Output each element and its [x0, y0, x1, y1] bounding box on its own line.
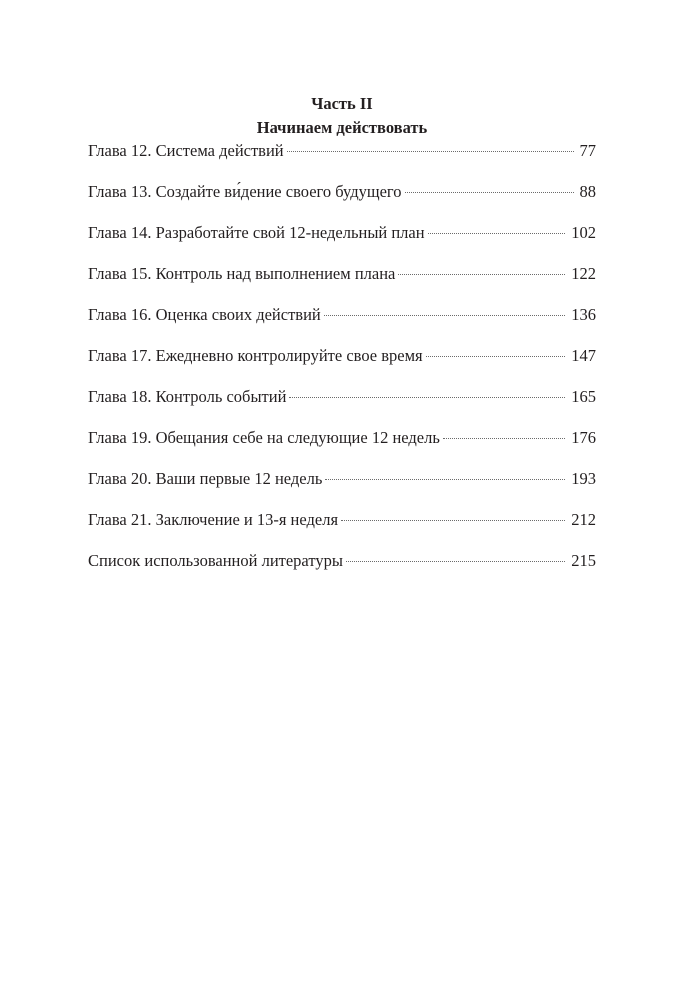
- dot-leader: [398, 274, 565, 275]
- dot-leader: [443, 438, 565, 439]
- toc-entry-page: 176: [571, 428, 596, 447]
- dot-leader: [324, 315, 566, 316]
- toc-entry-title: Глава 17. Ежедневно контролируйте свое время: [88, 346, 423, 365]
- toc-entry-page: 165: [571, 387, 596, 406]
- part-number: Часть II: [311, 94, 373, 113]
- toc-entry-page: 193: [571, 469, 596, 488]
- toc-entry-title: Глава 18. Контроль событий: [88, 387, 287, 406]
- dot-leader: [428, 233, 566, 234]
- toc-entry-page: 102: [571, 223, 596, 242]
- dot-leader: [426, 356, 566, 357]
- part-title: Начинаем действовать: [256, 118, 428, 137]
- dot-leader: [325, 479, 565, 480]
- toc-entry: [88, 469, 596, 510]
- dot-leader: [289, 397, 565, 398]
- toc-entry-title: Глава 14. Разработайте свой 12-недельный план: [88, 223, 425, 242]
- toc-entry-title: Глава 15. Контроль над выполнением плана: [88, 264, 396, 283]
- toc-entry-page: 147: [571, 346, 596, 365]
- toc-entry: [88, 551, 596, 592]
- toc-entry: [88, 387, 596, 428]
- toc-entry: [88, 305, 596, 346]
- toc-entry-title: Глава 13. Создайте ви́дение своего будущего: [88, 182, 402, 201]
- dot-leader: [341, 520, 565, 521]
- toc-entry-title: Глава 21. Заключение и 13-я неделя: [88, 510, 339, 529]
- dot-leader: [405, 192, 574, 193]
- toc-entry: [88, 223, 596, 264]
- toc-entry: [88, 264, 596, 305]
- toc-entry: [88, 141, 596, 182]
- toc-entry-page: 212: [571, 510, 596, 529]
- toc-entry-page: 77: [579, 141, 596, 160]
- toc-entry-title: Глава 12. Система действий: [88, 141, 284, 160]
- dot-leader: [287, 151, 574, 152]
- dot-leader: [346, 561, 565, 562]
- table-of-contents: [88, 141, 596, 592]
- toc-entry-page: 88: [579, 182, 596, 201]
- toc-entry-title: Глава 19. Обещания себе на следующие 12 недель: [88, 428, 440, 447]
- toc-entry: [88, 346, 596, 387]
- toc-entry-title: Глава 20. Ваши первые 12 недель: [88, 469, 323, 488]
- toc-entry-page: 215: [571, 551, 596, 570]
- toc-entry: [88, 428, 596, 469]
- toc-entry-page: 136: [571, 305, 596, 324]
- toc-entry: [88, 510, 596, 551]
- toc-entry-title: Глава 16. Оценка своих действий: [88, 305, 321, 324]
- toc-entry-page: 122: [571, 264, 596, 283]
- toc-entry: [88, 182, 596, 223]
- toc-entry-title: Список использованной литературы: [88, 551, 343, 570]
